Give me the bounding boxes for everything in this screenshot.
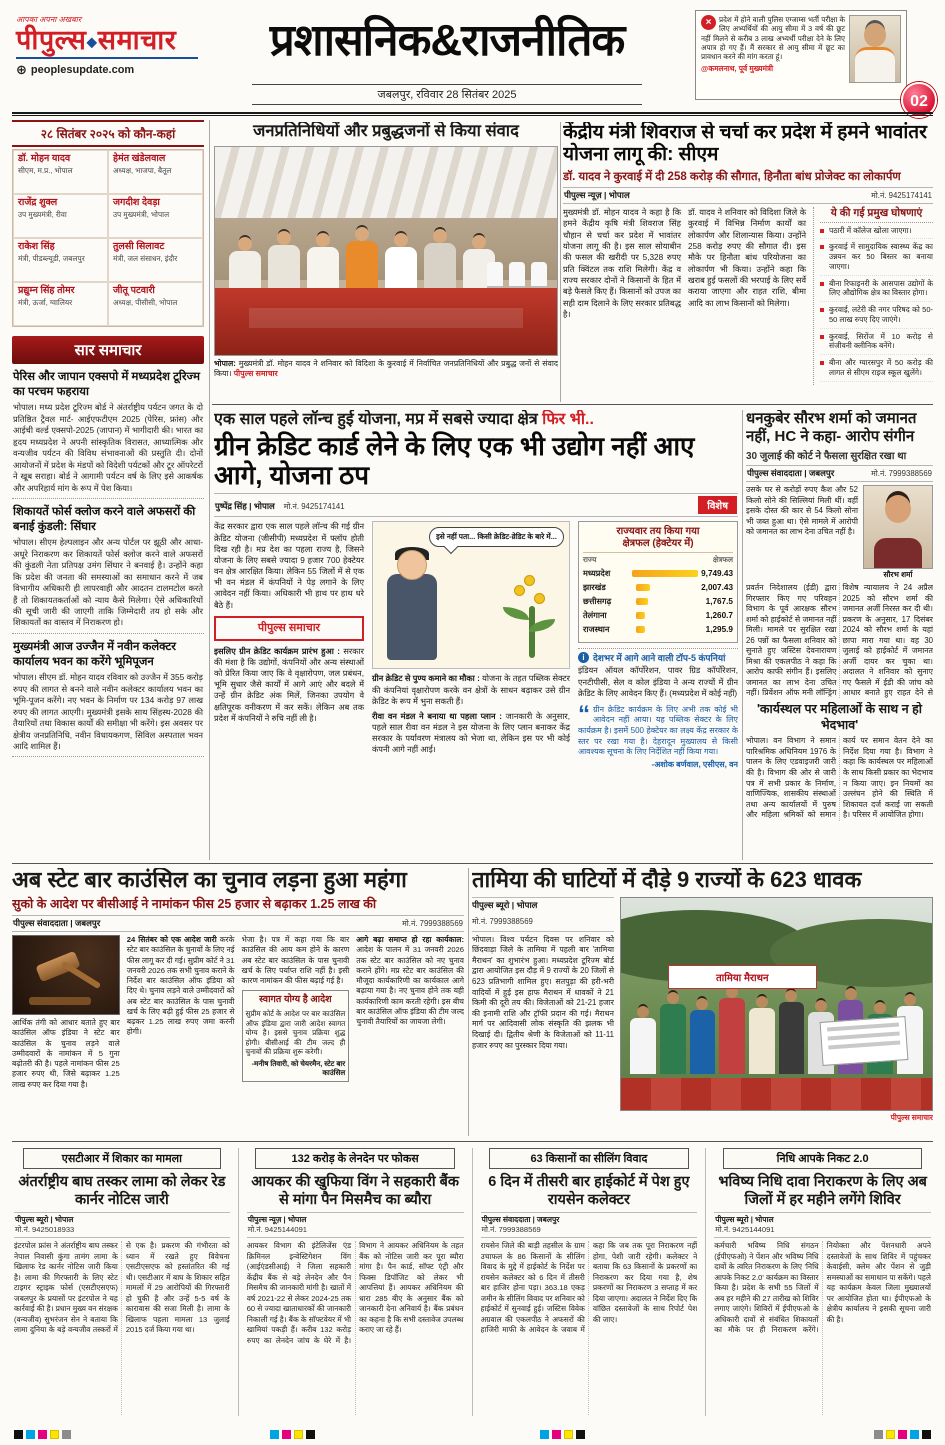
contact-phone: मो.नं. 7999388569 <box>871 468 932 478</box>
coin-icon <box>514 585 525 596</box>
tamia-text-column <box>472 897 614 1123</box>
tamia-headline: तामिया की घाटियों में दौड़े 9 राज्यों के 623 धावक <box>472 868 862 892</box>
who-where-entry <box>108 150 203 194</box>
byline-row <box>481 1212 698 1238</box>
brief-body: भोपाल। मध्य प्रदेश टूरिज्म बोर्ड ने अंतर्राष्ट्रीय पर्यटन जगत के दो प्रतिष्ठित ट्रैवल मार्ट- आईएफटीएम 2025 (पेरिस, फ्रांस) और आईची वर्ल्ड एक्सपो-2025 (जापान) में भागीदारी की। भारत का हृदय मध्यप्रदेश ने अपनी सांस्कृतिक विरासत, आध्यात्मिक और वन्यजीव पर्यटन की विविध संभावनाओं की प्रस्तुति दी। दोनों आयोजनों में प्रदेश के मंडपों को विदेशी पर्यटकों और टूर ऑपरेटरों ने खूब सराहा। बोर्ड ने आगामी पर्यटन वर्ष के लिए इसे आकर्षक और अपरिहार्य मांग के रूप में पेश किया। <box>13 402 203 493</box>
top5-text: इंडियन ऑयल कॉर्पोरेशन, पावर ग्रिड कॉर्पोरेशन, एनटीपीसी, सेल व कोल इंडिया ने अन्य राज्यों में ग्रीन क्रेडिट के लिए आवेदन किए हैं। (मध्यप्रदेश में कोई नहीं) <box>578 666 738 698</box>
cm-body <box>563 207 933 385</box>
person-role: अध्यक्ष, भाजपा, बैतूल <box>113 165 172 175</box>
bar-column-4 <box>356 935 464 1090</box>
globe-icon: ⊕ <box>16 62 27 78</box>
byline-row <box>214 493 738 517</box>
logo-tagline: आपका अपना अखबार <box>16 15 82 24</box>
who-where-title: २८ सितंबर २०२५ को कौन-कहां <box>12 120 204 147</box>
brief-headline: पेरिस और जापान एक्सपो में मध्यप्रदेश टूरिज्म का परचम फहराया <box>13 371 201 398</box>
logo-word2: समाचार <box>97 25 177 55</box>
chair <box>487 262 503 286</box>
cm-subhead: डॉ. यादव ने कुरवाई में दी 258 करोड़ की सौगात, हिनौता बांध प्रोजेक्ट का लोकार्पण <box>563 171 901 184</box>
state-name: राजस्थान <box>583 625 610 635</box>
person-name: जगदीश देवड़ा <box>113 197 160 208</box>
bar-column-1 <box>12 935 120 1090</box>
column-divider <box>468 868 469 1136</box>
para-lead: आगे बढ़ा समाप्त हो रहा कार्यकाल: <box>356 935 464 945</box>
logo-text <box>16 26 198 59</box>
top5-companies-box <box>578 648 738 698</box>
para-lead: ग्रीन क्रेडिट से पुण्य कमाने का मौका : <box>372 674 480 684</box>
brief-headline: मुख्यमंत्री आज उज्जैन में नवीन कलेक्टर कार्यालय भवन का करेंगे भूमिपूजन <box>13 640 176 668</box>
person-figure <box>690 1010 716 1074</box>
who-where-table <box>12 149 204 327</box>
section-rule <box>12 1141 933 1142</box>
marathon-photo <box>620 897 933 1111</box>
announcement-item: बीना और ग्यारसपुर में 50 करोड़ की लागत से सीएम राइज स्कूल खुलेंगे। <box>820 358 933 382</box>
plant-leaf <box>503 607 529 620</box>
saurabh-headline: धनकुबेर सौरभ शर्मा को जमानत नहीं, HC ने कहा- आरोप संगीन <box>746 410 917 445</box>
quote-mark-icon: “ <box>578 700 590 728</box>
state-name: छत्तीसगढ़ <box>583 597 612 607</box>
photo-story <box>214 122 558 404</box>
article-body: कर्मचारी भविष्य निधि संगठन (ईपीएफओ) ने पेंशन और भविष्य निधि दावों के त्वरित निराकरण के लिए 'निधि आपके निकट 2.0' कार्यक्रम का विस्तार किया है। प्रदेश के सभी 55 जिलों में अब हर महीने की 27 तारीख को शिविर लगाए जाएंगे। शिविरों में ईपीएफओ के अधिकारी दावों से संबंधित शिकायतों का मौके पर ही निराकरण करेंगे। नियोक्ता और पेंशनधारी अपने दस्तावेजों के साथ शिविर में पहुंचकर केवाईसी, क्लेम और पेंशन से जुड़ी समस्याओं का समाधान पा सकेंगे। पहले यह कार्यक्रम केवल जिला मुख्यालयों पर आयोजित होता था। ईपीएफओ के क्षेत्रीय कार्यालय ने इसकी सूचना जारी की है। <box>714 1241 931 1335</box>
seated-dignitaries <box>229 209 496 296</box>
tamia-body <box>472 897 933 1123</box>
coin-icon <box>534 593 545 604</box>
table-row <box>583 582 733 593</box>
article-body: रायसेन जिले की बाड़ी तहसील के ग्राम उचाफल के 86 किसानों के सीलिंग विवाद के मुद्दे में हाईकोर्ट के निर्देश पर रायसेन कलेक्टर को 6 दिन में तीसरी बार हाजिर होना पड़ा। 363.18 एकड़ जमीन के सीलिंग विवाद पर शनिवार को हाईकोर्ट में सुनवाई हुई। जस्टिस विवेक अग्रवाल की एकलपीठ ने अफसरों की हाजिरी माफी के आवेदन के जवाब में कहा कि जब तक पूरा निराकरण नहीं होगा, पेशी जारी रहेगी। कलेक्टर ने बताया कि 63 किसानों के प्रकरणों का निराकरण कर दिया गया है, शेष प्रकरणों का निराकरण 3 सप्ताह में कर दिया जाएगा। अदालत ने निर्देश दिए कि वांछित दस्तावेजों के साथ रिपोर्ट पेश की जाए। <box>480 1241 698 1335</box>
website-url: peoplesupdate.com <box>30 63 135 76</box>
page-number-badge: 02 <box>901 82 937 118</box>
saurabh-subhead: 30 जुलाई की कोर्ट ने फैसला सुरक्षित रखा था <box>746 451 907 462</box>
caption-dateline: भोपाल: <box>214 358 236 368</box>
who-where-entry <box>13 282 108 326</box>
table-row <box>583 610 733 621</box>
contact-phone: मो.नं. 9425018933 <box>15 1225 75 1235</box>
website-row <box>16 63 198 76</box>
brief-headline: शिकायतें फोर्स क्लोज करने वाले अफसरों की बनाई कुंडली: सिंघार <box>13 505 196 533</box>
bar-council-story <box>12 868 464 1138</box>
kicker-text: एक साल पहले लॉन्च हुई योजना, मप्र में सबसे ज्यादा क्षेत्र <box>214 411 538 428</box>
logo-word1: पीपुल्स <box>16 25 87 55</box>
caption-text: मुख्यमंत्री डॉ. मोहन यादव ने शनिवार को विदिशा के कुरवाई में निर्वाचित जनप्रतिनिधियों और प्रबुद्ध जनों से संवाद किया। <box>214 358 558 378</box>
meeting-photo <box>214 146 558 356</box>
person-role: अध्यक्ष, पीसीसी, भोपाल <box>113 297 178 307</box>
value-bar <box>632 570 698 577</box>
body-text <box>372 673 570 706</box>
body-text: आदेश के पालन में 31 जनवरी 2026 तक स्टेट बार काउंसिल को नए चुनाव कराने होंगे। मप्र स्टेट बार काउंसिल की मौजूदा कार्यकारिणी का कार्यकाल आगे बढ़ाया गया है। नए चुनाव होने तक यही कार्यकारिणी काम करती रहेगी। इस बीच बार काउंसिल ऑफ इंडिया की टीम जल्द चुनावी तैयारियों का जायजा लेगी। <box>356 945 464 1027</box>
body-text: भोपाल। विश्व पर्यटन दिवस पर शनिवार को छिंदवाड़ा जिले के तामिया में पहली बार 'तामिया मैराथन' का शुभारंभ हुआ। मध्यप्रदेश टूरिज्म बोर्ड द्वारा आयोजित इस दौड़ में 9 राज्यों के 20 जिलों से 623 प्रतिभागी शामिल हुए। सतपुड़ा की हरी-भरी वादियों में हुई इस हाफ मैराथन में धावकों ने 21 किमी की दूरी तय की। विजेताओं को 21-21 हजार की इनामी राशि और ट्रॉफी प्रदान की गई। मैराथन मार्ग पर आदिवासी लोक संस्कृति की झलक भी दिखाई दी। द्वितीय श्रेणी के विजेताओं को 11-11 हजार रुपए का पुरस्कार दिया गया। <box>472 934 614 1050</box>
person-role: मंत्री, पीडब्ल्यूडी, जबलपुर <box>18 253 85 263</box>
reaction-attribution: -मनीष तिवारी, को चेयरमैन, स्टेट बार काउंसिल <box>251 1058 346 1078</box>
reaction-title: स्वागत योग्य है आदेश <box>259 994 332 1006</box>
person-role: उप मुख्यमंत्री, रीवा <box>18 209 67 219</box>
contact-phone: मो.नं. 9425144091 <box>715 1225 775 1235</box>
kicker-highlight: फिर भी.. <box>542 411 594 428</box>
cartoon-man <box>387 574 437 660</box>
statewise-area-table <box>578 521 738 643</box>
table-title-line2: क्षेत्रफल (हेक्टेयर में) <box>622 538 694 550</box>
brief-body: भोपाल। सीएम हेल्पलाइन और अन्य पोर्टल पर झूठी और आधा-अधूरे निराकरण कर शिकायतें फोर्स क्लोज करने वाले अफसरों की कुंडली नेता प्रतिपक्ष उमंग सिंघार ने बनवाई है। उन्होंने कहा कि प्रदेश की जनता की समस्याओं का समाधान करने में जब विभागीय अधिकारी ही लापरवाही और आदतन टालमटोल करते हैं तो शिकायतकर्ताओं को न्याय कैसे मिलेगा। ऐसे अधिकारियों की सूची जारी की जाएगी ताकि जिम्मेदारी तय हो सके और शिकायतों का वास्तव में निराकरण हो। <box>13 537 203 628</box>
bar-column-3 <box>242 935 350 1090</box>
cm-headline: केंद्रीय मंत्री शिवराज से चर्चा कर प्रदेश में हमने भावांतर योजना लागू की: सीएम <box>563 122 927 166</box>
cm-lead-article <box>563 122 933 402</box>
byline: पीपुल्स ब्यूरो | भोपाल <box>472 899 538 910</box>
briefs-section-title: सार समाचार <box>12 336 204 364</box>
byline: पीपुल्स संवाददाता | जबलपुर <box>747 468 835 478</box>
announcement-item: कुरवाई में सामुदायिक स्वास्थ्य केंद्र का उन्नयन कर 50 बिस्तर का बनाया जाएगा। <box>820 242 933 275</box>
column-divider <box>560 122 561 402</box>
politician-photo <box>849 15 901 83</box>
para-text: योजना के तहत पब्लिक सेक्टर की कंपनियां वृक्षारोपण करके वन क्षेत्रों के साधन बढ़ाकर उसे ग्रीन क्रेडिट के रूप में भुना सकती हैं। <box>372 674 570 706</box>
article-kicker: 132 करोड़ के लेनदेन पर फोकस <box>255 1148 454 1169</box>
news-brief <box>12 364 204 499</box>
who-where-entry <box>108 194 203 238</box>
area-value: 1,767.5 <box>705 597 733 607</box>
news-brief <box>12 634 204 758</box>
byline-row <box>247 1212 464 1238</box>
left-sidebar <box>12 120 204 860</box>
section-rule <box>212 404 933 405</box>
person-name: हेमंत खंडेलवाल <box>113 153 166 164</box>
bar-column-2 <box>127 935 235 1090</box>
reaction-box <box>242 990 350 1082</box>
green-headline: ग्रीन क्रेडिट कार्ड लेने के लिए एक भी उद्योग नहीं आए आगे, योजना ठप <box>214 431 695 491</box>
announcement-item: बीना रिफाइनरी के आसपास उद्योगों के लिए औद्योगिक क्षेत्र का विस्तार होगा। <box>820 279 933 303</box>
table-title <box>583 526 733 553</box>
bar-body <box>12 935 464 1090</box>
person-role: मंत्री, जल संसाधन, इंदौर <box>113 253 178 263</box>
gavel-photo <box>12 935 120 1015</box>
byline: पुष्पेंद्र सिंह | भोपाल <box>215 501 275 512</box>
portrait-block <box>863 485 933 580</box>
byline: पीपुल्स न्यूज़ | भोपाल <box>247 1215 307 1225</box>
body-text: केंद्र सरकार द्वारा एक साल पहले लॉन्च की गई ग्रीन क्रेडिट योजना (जीसीपी) मध्यप्रदेश में फ्लॉप होती दिख रही है। मप्र देश का पहला राज्य है, जिसने योजना के लिए सबसे ज्यादा 9 हजार 700 हेक्टेयर वन क्षेत्र आरक्षित किया। लेकिन 55 जिलों में से एक भी वन मंडल में कंपनियों ने पेड़ लगाने के लिए आवेदन नहीं किया। अधिकारी भी हाथ पर हाथ धरे बैठे हैं। <box>214 522 364 610</box>
top5-title: देशभर में आगे आने वाली टॉप-5 कंपनियां <box>593 652 726 663</box>
byline-row <box>472 897 614 932</box>
announcement-item: पठारी में कॉलेज खोला जाएगा। <box>820 226 933 240</box>
who-where-entry <box>13 238 108 282</box>
table-row <box>583 624 733 635</box>
area-value: 1,260.7 <box>705 611 733 621</box>
byline-row <box>746 465 933 482</box>
quote-attribution: @कमलनाथ, पूर्व मुख्यमंत्री <box>701 63 774 73</box>
person-name: राजेंद्र शुक्ल <box>18 197 58 208</box>
col-header-area: क्षेत्रफल <box>712 555 733 565</box>
who-where-entry <box>108 238 203 282</box>
contact-phone: मो.नं. 7999388569 <box>472 916 533 926</box>
saurabh-bail-story <box>746 410 933 698</box>
person-role: मंत्री, ऊर्जा, ग्वालियर <box>18 297 73 307</box>
person-name: प्रद्युम्न सिंह तोमर <box>18 285 75 296</box>
green-column-3 <box>578 521 738 770</box>
info-icon: i <box>578 652 589 663</box>
workplace-story <box>746 702 933 860</box>
workplace-headline: 'कार्यस्थल पर महिलाओं के साथ न हो भेदभाव' <box>756 702 923 732</box>
green-column-1 <box>214 521 364 770</box>
article-kicker: एसटीआर में शिकार का मामला <box>23 1148 221 1169</box>
who-where-entry <box>13 194 108 238</box>
saurabh-body: प्रवर्तन निदेशालय (ईडी) द्वारा गिरफ्तार किए गए परिवहन विभाग के पूर्व आरक्षक सौरभ शर्मा को हाईकोर्ट से जमानत नहीं मिली। मामले पर सुरक्षित रखा 26 पन्नों का फैसला शनिवार को सुनाते हुए जस्टिस देवनारायण मिश्रा की एकलपीठ ने कहा कि आरोप काफी संगीन हैं। इसलिए जमानत का लाभ देना उचित नहीं। प्रिवेंशन ऑफ मनी लॉन्ड्रिंग विशेष न्यायालय ने 24 अप्रैल 2025 को सौरभ शर्मा की जमानत अर्जी निरस्त कर दी थी। प्रकरण के अनुसार, 17 दिसंबर 2024 को सौरभ शर्मा के यहां छापा मारा गया था। वह 30 जुलाई को हाईकोर्ट में जमानत अर्जी दायर कर चुका था। अदालत ने शनिवार को सुनाए गए फैसले में ईडी की जांच को आधार बनाते हुए राहत देने से <box>746 583 933 698</box>
section-title: प्रशासनिक&राजनीतिक <box>269 16 625 65</box>
area-value: 2,007.43 <box>701 583 733 593</box>
print-color-marks <box>874 1430 931 1439</box>
quote-box <box>695 10 907 100</box>
top5-title-row <box>578 652 738 663</box>
saurabh-lead-block <box>746 485 933 580</box>
body-text <box>214 646 364 724</box>
bar-headline: अब स्टेट बार काउंसिल का चुनाव लड़ना हुआ महंगा <box>12 868 407 892</box>
prize-cheque <box>820 1016 909 1066</box>
para-lead: रीवा वन मंडल ने बनाया था पहला प्लान : <box>372 711 502 721</box>
article-kicker: निधि आपके निकट 2.0 <box>723 1148 922 1169</box>
byline-row <box>563 187 933 204</box>
table-title-line1: राज्यवार तय किया गया <box>616 526 700 538</box>
red-carpet <box>621 1078 932 1110</box>
brief-body: भोपाल। सीएम डॉ. मोहन यादव रविवार को उज्जैन में 355 करोड़ रुपए की लागत से बनने वाले नवीन कलेक्टर कार्यालय भवन का भूमि-पूजन करेंगे। नए भवन के निर्माण पर 134 करोड़ 97 लाख रुपए की लागत आएगी। मुख्यमंत्री इसके साथ सिंहस्थ-2028 की तैयारियों तथा विकास कार्यों की समीक्षा भी करेंगे। इस अवसर पर क्षेत्रीय जनप्रतिनिधि, नवीन विधायकगण, सिविल अस्पताल भवन आदि शामिल हैं। <box>13 672 203 751</box>
article-headline: आयकर की खुफिया विंग ने सहकारी बैंक से मांगा पैन मिसमैच का ब्यौरा <box>251 1174 460 1208</box>
table-row <box>583 596 733 607</box>
value-bar <box>636 584 650 591</box>
bottom-articles-row <box>12 1148 933 1416</box>
table-row <box>583 568 733 579</box>
print-color-marks <box>14 1430 71 1439</box>
photo-credit: पीपुल्स समाचार <box>890 1112 933 1122</box>
person-figure <box>749 1008 775 1074</box>
bottom-article-incometax <box>238 1148 466 1416</box>
tamia-photo-column <box>620 897 933 1123</box>
gavel-base <box>29 997 91 1005</box>
bottom-article-collector <box>472 1148 700 1416</box>
article-body: आयकर विभाग की इंटेलिजेंस एंड क्रिमिनल इन्वेस्टिगेशन विंग (आईएंडसीआई) ने जिला सहकारी केंद्रीय बैंक से बड़े लेनदेन और पैन मिसमैच की जानकारी मांगी है। खातों में वर्ष 2021-22 से लेकर 2024-25 तक 60 से ज्यादा खाताधारकों की जानकारी निकाली गई है। बैंक के सॉफ्टवेयर में भी खामियां पकड़ी हैं। करीब 132 करोड़ रुपए का लेनदेन जांच के घेरे में है। विभाग ने आयकर अधिनियम के तहत बैंक को नोटिस जारी कर पूरा ब्यौरा मांगा है। पैन कार्ड, सॉफ्ट एंट्री और फिक्स डिपॉजिट को लेकर भी आपत्तियां हैं। आयकर अधिनियम की धारा 285 बीए के अनुसार बैंक को जानकारी देना अनिवार्य है। बैंक प्रबंधन का कहना है कि सभी दस्तावेज उपलब्ध कराए जा रहे हैं। <box>246 1241 464 1345</box>
area-value: 1,295.9 <box>705 625 733 635</box>
value-bar <box>636 598 648 605</box>
person-name: तुलसी सिलावट <box>113 241 165 252</box>
column-divider <box>742 410 743 860</box>
byline: पीपुल्स ब्यूरो | भोपाल <box>15 1215 74 1225</box>
para-text: जानकारी के अनुसार, पहले साल रीवा वन मंडल ने इस योजना के लिए प्लान बनाकर केंद्र सरकार के पर्यावरण मंत्रालय को भेजा था, लेकिन इस पर भी कोई कंपनी आगे नहीं आई। <box>372 711 570 755</box>
masthead <box>12 6 933 110</box>
state-name: तेलंगाना <box>583 611 607 621</box>
contact-phone: मो.नं. 9425174141 <box>871 190 932 200</box>
print-color-marks <box>540 1430 585 1439</box>
announcements-list <box>820 226 933 382</box>
who-where-entry <box>108 282 203 326</box>
speech-bubble: इसे नहीं पता... किसी क्रेडिट-व्रेडिट के बारे में... <box>429 527 564 546</box>
tamia-marathon-story <box>472 868 933 1136</box>
person-figure <box>630 1018 656 1074</box>
para-lead: इसलिए ग्रीन क्रेडिट कार्यक्रम प्रारंभ हुआ : <box>214 646 340 656</box>
bar-subhead: सुको के आदेश पर बीसीआई ने नामांकन फीस 25 हजार से बढ़ाकर 1.25 लाख की <box>12 897 377 912</box>
workplace-body: भोपाल। वन विभाग ने समान पारिश्रमिक अधिनियम 1976 के पालन के लिए एडवाइजरी जारी की है। विभाग की ओर से जारी पत्र में सभी प्रकार के निर्माण, वाणिज्यिक, शासकीय संस्थाओं तथा अन्य कार्यालयों में पुरुष और महिला श्रमिकों को समान कार्य पर समान वेतन देने का निर्देश दिया गया है। विभाग ने कहा कि कार्यस्थल पर महिलाओं के साथ किसी प्रकार का भेदभाव न किया जाए। इन नियमों का उल्लंघन होने की स्थिति में शिकायत दर्ज कराई जा सकती है। परिसर में आयोजित होगा। <box>746 736 933 820</box>
contact-phone: मो.नं. 7999388569 <box>481 1225 541 1235</box>
body-text: भेजा है। पत्र में कहा गया कि बार काउंसिल की आय कम होने के कारण अब स्टेट बार काउंसिल के पास चुनावी खर्च के लिए पर्याप्त राशि नहीं है। इसी कारण नामांकन की फीस बढ़ाई गई है। <box>241 935 350 986</box>
announcement-item: कुरवाई, लटेरी की नगर परिषद को 50-50 लाख रुपए दिए जाएंगे। <box>820 305 933 329</box>
byline: पीपुल्स न्यूज़ | भोपाल <box>564 190 630 201</box>
newspaper-logo <box>16 14 198 76</box>
area-value: 9,749.43 <box>701 569 733 579</box>
person-figure <box>779 1002 805 1074</box>
green-body <box>214 521 738 770</box>
byline-row <box>714 1212 931 1238</box>
article-headline: अंतर्राष्ट्रीय बाघ तस्कर लामा को लेकर रेड कार्नर नोटिस जारी <box>18 1174 226 1208</box>
paper-mini-logo: पीपुल्स समाचार <box>214 616 364 641</box>
byline-row <box>14 1212 230 1238</box>
person-role: सीएम, म.प्र., भोपाल <box>18 165 73 175</box>
plant-stem <box>529 606 535 658</box>
announcements-title: ये की गई प्रमुख घोषणाएं <box>820 207 933 223</box>
body-column: मुख्यमंत्री डॉ. मोहन यादव ने कहा है कि हमने केंद्रीय कृषि मंत्री शिवराज सिंह चौहान से चर्चा कर प्रदेश में भावांतर योजना लागू की है। इस साल सोयाबीन की फसल की खरीदी पर 5,328 रुपए प्रति क्विंटल तक राशि मिलेगी। केंद्र व राज्य सरकार दोनों ने किसानों के हित में बड़े फैसले किए हैं। किसानों को उपज का सही दाम दिलाने के लिए सरकार प्रतिबद्ध है। <box>563 208 681 319</box>
contact-phone: मो.नं. 7999388569 <box>402 918 463 928</box>
section-rule <box>12 863 933 864</box>
green-column-2 <box>372 521 570 770</box>
state-name: मध्यप्रदेश <box>583 569 611 579</box>
special-tag: विशेष <box>698 496 737 514</box>
bottom-article-epfo <box>705 1148 933 1416</box>
byline: पीपुल्स ब्यूरो | भोपाल <box>715 1215 774 1225</box>
col-header-state: राज्य <box>583 555 597 565</box>
kicker <box>214 410 738 429</box>
quote-body: ग्रीन क्रेडिट कार्यक्रम के लिए अभी तक कोई भी आवेदन नहीं आया। यह पब्लिक सेक्टर के लिए कार्यक्रम है। इसमें 500 हेक्टेयर का लक्ष्य केंद्र सरकार के स्तर पर रखा गया है। देहरादून मुख्यालय से किसी आवश्यक सूचना के लिए निर्देशित नहीं किया गया। <box>578 704 738 757</box>
reaction-body: सुप्रीम कोर्ट के आदेश पर बार काउंसिल ऑफ इंडिया द्वारा जारी आदेश स्वागत योग्य है। इससे चुनाव प्रक्रिया शुद्ध होगी। बीसीआई की टीम जल्द ही चुनावों की प्रक्रिया शुरू करेगी। <box>245 1009 346 1057</box>
announcement-item: कुरवाई, सिरोंज में 10 करोड़ से संजीवनी क्लीनिक बनेंगे। <box>820 332 933 356</box>
article-body: इंटरपोल फ्रांस ने अंतर्राष्ट्रीय बाघ तस्कर नेपाल निवासी कुंगा तामंग लामा के खिलाफ रेड कार्नर नोटिस जारी किया है। लामा की गिरफ्तारी के लिए स्टेट टाइगर स्ट्राइक फोर्स (एसटीएसएफ) जबलपुर के प्रयासों पर इंटरपोल ने यह कार्रवाई की है। प्रधान मुख्य वन संरक्षक (वन्यजीव) सुभरंजन सेन ने बताया कि लामा दुनिया के बड़े वन्यजीव तस्करों में से एक है। प्रकरण की गंभीरता को ध्यान में रखते हुए विवेचना एसटीएसएफ को हस्तांतरित की गई थी। एसटीआर में बाघ के शिकार सहित मामलों में 29 आरोपियों की गिरफ्तारी हो चुकी है और उन्हें 5-5 वर्ष के कारावास की सजा मिली है। लामा के खिलाफ पहला मामला 13 जुलाई 2015 दर्ज किया गया था। <box>14 1241 230 1335</box>
state-name: झारखंड <box>583 583 606 593</box>
byline: पीपुल्स संवाददाता | जबलपुर <box>13 918 101 929</box>
person-figure <box>660 1004 686 1074</box>
para-lead: 24 सितंबर को एक आदेश जारी <box>126 935 217 945</box>
table-header <box>583 555 733 565</box>
contact-phone: मो.नं. 9425174141 <box>283 502 345 512</box>
quote-text: प्रदेश में होने वाली पुलिस एग्जाम्स भर्ती परीक्षा के लिए अभ्यर्थियों की आयु सीमा में 3 वर्ष की छूट नहीं मिलने से करीब 3 लाख अभ्यर्थी परीक्षा देने के लिए अपात्र हो गए हैं। मैं सरकार से आयु सीमा में छूट का प्रावधान करने की मांग करता हूं। <box>701 15 845 62</box>
red-carpet <box>215 288 557 355</box>
green-credit-story <box>214 410 738 860</box>
official-quote <box>578 700 738 770</box>
photo-story-headline: जनप्रतिनिधियों और प्रबुद्धजनों से किया संवाद <box>253 122 519 140</box>
person-name: राकेश सिंह <box>18 241 55 252</box>
photo-credit: पीपुल्स समाचार <box>233 368 278 378</box>
chair <box>531 262 547 286</box>
news-brief <box>12 499 204 634</box>
who-where-entry <box>13 150 108 194</box>
person-role: उप मुख्यमंत्री, भोपाल <box>113 209 170 219</box>
person-name: जीतू पटवारी <box>113 285 155 296</box>
contact-phone: मो.नं. 9425144091 <box>247 1225 308 1235</box>
article-headline: भविष्य निधि दावा निराकरण के लिए अब जिलों में हर महीने लगेंगे शिविर <box>718 1174 927 1208</box>
byline-row <box>12 915 464 932</box>
logo-diamond-icon: ◆ <box>86 33 98 50</box>
photo-credit-row <box>620 1113 933 1123</box>
body-text: करके स्टेट बार काउंसिल के चुनावों के लिए नई फीस लागू कर दी गई। सुप्रीम कोर्ट ने 31 जनवरी 2026 तक सभी चुनाव कराने के निर्देश बार काउंसिल ऑफ इंडिया को दिए थे। चुनाव लड़ने वाले उम्मीदवारों को अब स्टेट बार काउंसिल के पास चुनावी खर्च के लिए बढ़ी हुई फीस 25 हजार से बढ़कर 1.25 लाख रुपए जमा करनी होगी। <box>126 935 235 1037</box>
portrait-caption: सौरभ शर्मा <box>883 570 913 579</box>
value-bar <box>636 612 645 619</box>
body-column: डॉ. यादव ने शनिवार को विदिशा जिले के कुरवाई में विभिन्न निर्माण कार्यों का लोकार्पण और शिलान्यास किया। उन्होंने 258 करोड़ रुपए की सौगात दी। इस मौके पर हिनौता बांध परियोजना का लोकार्पण भी किया। उन्होंने कहा कि खराब हुई फसलों की भरपाई के लिए सर्वे कराया जाएगा और राहत राशि, बीमा आदि का लाभ किसानों को मिलेगा। <box>688 208 806 308</box>
quote-attribution: -अशोक बर्णवाल, एसीएस, वन <box>651 759 738 769</box>
body-text: उसके घर से करोड़ों रुपए कैश और 52 किलो सोने की सिल्लियां मिली थीं। वहीं इसके दोस्त की कार से 54 किलो सोना भी जब्त हुआ था। ऐसे मामले में आरोपी को जमानत का लाभ देना उचित नहीं है। <box>746 485 858 537</box>
value-bar <box>636 626 645 633</box>
marathon-banner: तामिया मैराथन <box>668 965 817 989</box>
dateline: जबलपुर, रविवार 28 सितंबर 2025 <box>252 84 642 105</box>
print-color-marks <box>270 1430 315 1439</box>
photo-caption <box>214 359 558 379</box>
editorial-cartoon <box>372 521 570 669</box>
article-kicker: 63 किसानों का सीलिंग विवाद <box>489 1148 688 1169</box>
gavel-handle <box>61 961 101 989</box>
chair <box>509 262 525 286</box>
saurabh-portrait <box>863 485 933 569</box>
announcements-box <box>813 207 933 385</box>
para-text: सरकार की मंशा है कि उद्योगों, कंपनियों और अन्य संस्थाओं को प्रेरित किया जाए कि वे वृक्षारोपण, जल प्रबंधन, भूमि सुधार जैसे कार्यों में आगे आएं और बदले में उन्हें ग्रीन क्रेडिट अंक मिलें, जिनका उपयोग वे क्षतिपूरक वनीकरण में कर सकें। लेकिन अब तक प्रदेश में कंपनियों ने रुचि नहीं ली है। <box>214 646 364 723</box>
column-divider <box>209 120 210 860</box>
article-headline: 6 दिन में तीसरी बार हाईकोर्ट में पेश हुए रायसेन कलेक्टर <box>488 1174 690 1208</box>
byline: पीपुल्स संवाददाता | जबलपुर <box>481 1215 560 1225</box>
person-name: डॉ. मोहन यादव <box>18 153 71 164</box>
bottom-article-tiger <box>12 1148 232 1416</box>
coin-icon <box>524 575 535 586</box>
body-text <box>372 711 570 756</box>
header-rule <box>12 112 933 116</box>
person-figure <box>719 998 745 1074</box>
paper-mark-icon: × <box>701 15 716 30</box>
body-text: आर्थिक तंगी को आधार बताते हुए बार काउंसिल ऑफ इंडिया ने स्टेट बार काउंसिल के चुनाव लड़ने वाले उम्मीदवारों के नामांकन में 5 गुना बढ़ोतरी की है। पहले नामांकन फीस 25 हजार रुपए थी, जिसे बढ़ाकर 1.25 लाख रुपए कर दिया गया है। <box>12 1018 120 1089</box>
